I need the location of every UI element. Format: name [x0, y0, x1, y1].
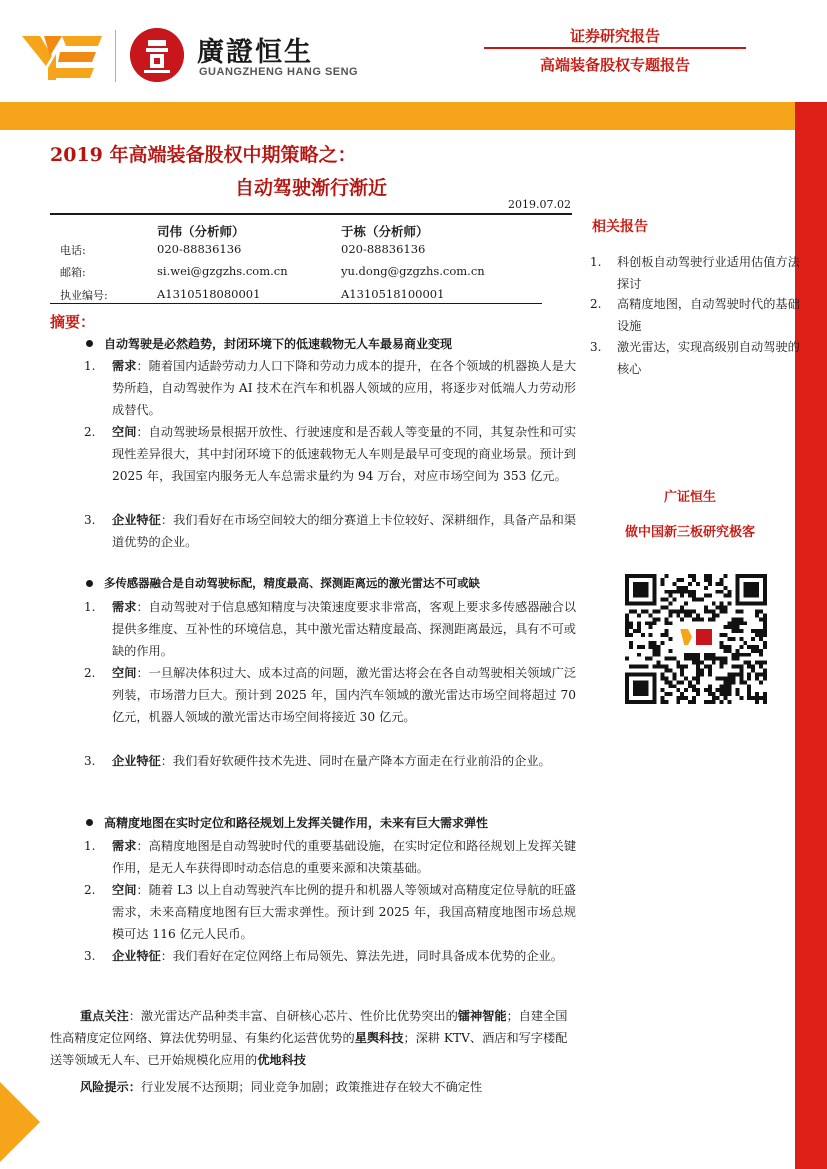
item-number: 1.	[84, 359, 96, 373]
license-label: 执业编号:	[60, 289, 108, 302]
bullet-icon	[86, 340, 93, 347]
analyst-license: A1310518100001	[341, 287, 445, 301]
section-headline: 自动驾驶是必然趋势，封闭环境下的低速载物无人车最易商业变现	[104, 337, 453, 351]
analyst-email[interactable]: yu.dong@gzgzhs.com.cn	[341, 264, 485, 278]
item-number: 3.	[84, 949, 96, 963]
related-report-link[interactable]: 激光雷达，实现高级别自动驾驶的核心	[617, 340, 800, 376]
report-date: 2019.07.02	[508, 198, 571, 211]
key-focus-text: ：激光雷达产品种类丰富、自研核心芯片、性价比优势突出的	[128, 1009, 458, 1023]
analyst-license: A1310518080001	[157, 287, 261, 301]
report-title-line2: 自动驾驶渐行渐近	[234, 177, 387, 199]
key-focus-text: ；深耕 KTV、酒店和写字楼配送等领域无人车、已开始规模化应用的	[50, 1031, 568, 1067]
related-report-number: 3.	[590, 340, 602, 354]
item-text: ：随着 L3 以上自动驾驶汽车比例的提升和机器人等领域对高精度定位导航的旺盛需求，未来高精度地图有巨大需求弹性。预计到 2025 年，我国高精度地图市场总规模可达 116 亿元人民币。	[112, 883, 576, 941]
related-report-number: 1.	[590, 255, 602, 269]
key-focus-label: 重点关注	[80, 1009, 129, 1023]
abstract-item	[112, 421, 576, 487]
company-logo-mark-icon	[22, 34, 102, 80]
related-reports-heading: 相关报告	[592, 219, 648, 235]
company-name: 星舆科技	[354, 1031, 404, 1045]
related-report-number: 2.	[590, 297, 602, 311]
item-text: ：我们看好软硬件技术先进、同时在量产降本方面走在行业前沿的企业。	[160, 754, 551, 768]
abstract-item	[112, 835, 576, 879]
analyst-name: 于栋（分析师）	[341, 224, 429, 239]
risk-text: 行业发展不达预期；同业竞争加剧；政策推进存在较大不确定性	[140, 1080, 483, 1094]
item-label: 空间	[112, 666, 137, 680]
bullet-icon	[86, 819, 93, 826]
item-number: 1.	[84, 839, 96, 853]
item-number: 3.	[84, 513, 96, 527]
item-text: ：自动驾驶场景根据开放性、行驶速度和是否载人等变量的不同，其复杂性和可实现性差异很大，其中封闭环境下的低速载物无人车则是最早可变现的商业场景。预计到 2025 年，我国室内服务无人车总需求量约为 94 万台，对应市场空间为 353 亿元。	[112, 425, 577, 483]
item-label: 需求	[112, 600, 137, 614]
key-focus-text: ；自建全国性高精度定位网络、算法优势明显、有集约化运营优势的	[50, 1009, 568, 1045]
section-headline: 高精度地图在实时定位和路径规划上发挥关键作用，未来有巨大需求弹性	[104, 816, 489, 830]
bullet-icon	[86, 580, 93, 587]
email-label: 邮箱:	[60, 266, 86, 279]
related-report-link[interactable]: 高精度地图，自动驾驶时代的基础设施	[617, 297, 800, 333]
item-label: 空间	[112, 883, 137, 897]
item-label: 空间	[112, 425, 137, 439]
sidebar-slogan: 做中国新三板研究极客	[624, 525, 755, 540]
report-series: 高端装备股权专题报告	[539, 56, 690, 74]
report-type: 证券研究报告	[569, 27, 660, 45]
item-number: 2.	[84, 883, 96, 897]
item-text: ：一旦解决体积过大、成本过高的问题，激光雷达将会在各自动驾驶相关领域广泛列装，市场潜力巨大。预计到 2025 年，国内汽车领域的激光雷达市场空间将超过 70 亿元，机器人领域的激光雷达市场空间将接近 30 亿元。	[112, 666, 577, 724]
phone-label: 电话:	[60, 244, 86, 257]
item-label: 需求	[112, 839, 137, 853]
header-rule	[484, 47, 746, 49]
analyst-phone: 020-88836136	[341, 242, 426, 256]
item-label: 需求	[112, 359, 137, 373]
abstract-item	[112, 596, 576, 662]
risk-warning	[80, 1078, 482, 1095]
abstract-item	[112, 662, 576, 728]
company-name: 镭神智能	[457, 1009, 507, 1023]
item-number: 1.	[84, 600, 96, 614]
analyst-name: 司伟（分析师）	[157, 224, 245, 239]
item-text: ：自动驾驶对于信息感知精度与决策速度要求非常高，客观上要求多传感器融合以提供多维度、互补性的环境信息，其中激光雷达精度最高、探测距离最远，具有不可或缺的作用。	[112, 600, 577, 658]
company-seal-icon	[130, 28, 184, 82]
analyst-phone: 020-88836136	[157, 242, 242, 256]
item-number: 3.	[84, 754, 96, 768]
abstract-heading: 摘要：	[50, 313, 96, 331]
item-label: 企业特征	[112, 513, 161, 527]
abstract-item	[112, 355, 576, 421]
header-band	[0, 102, 795, 130]
brand-name-en: GUANGZHENG HANG SENG	[199, 66, 359, 78]
item-label: 企业特征	[112, 754, 161, 768]
risk-label: 风险提示：	[80, 1080, 141, 1094]
item-label: 企业特征	[112, 949, 161, 963]
corner-decoration	[0, 1082, 40, 1162]
item-text: ：我们看好在定位网络上布局领先、算法先进，同时具备成本优势的企业。	[160, 949, 563, 963]
company-name: 优地科技	[257, 1053, 306, 1067]
section-headline: 多传感器融合是自动驾驶标配，精度最高、探测距离远的激光雷达不可或缺	[104, 576, 480, 590]
qr-code-icon[interactable]	[624, 574, 768, 704]
sidebar-brand: 广证恒生	[663, 490, 716, 505]
item-text: ：我们看好在市场空间较大的细分赛道上卡位较好、深耕细作，具备产品和渠道优势的企业。	[112, 513, 577, 549]
item-number: 2.	[84, 425, 96, 439]
logo-divider	[115, 30, 116, 82]
brand-name-cn: 廣證恒生	[197, 37, 313, 68]
abstract-item	[112, 750, 576, 772]
item-text: ：高精度地图是自动驾驶时代的重要基础设施，在实时定位和路径规划上发挥关键作用，是无人车获得即时动态信息的重要来源和决策基础。	[112, 839, 577, 875]
title-rule	[50, 213, 572, 215]
item-number: 2.	[84, 666, 96, 680]
related-report-link[interactable]: 科创板自动驾驶行业适用估值方法探讨	[617, 255, 800, 291]
report-title-line1: 2019 年高端装备股权中期策略之：	[50, 144, 357, 166]
item-text: ：随着国内适龄劳动力人口下降和劳动力成本的提升，在各个领域的机器换人是大势所趋，自动驾驶作为 AI 技术在汽车和机器人领域的应用，将逐步对低端人力劳动形成替代。	[112, 359, 577, 417]
abstract-item	[112, 945, 576, 967]
key-focus-paragraph	[50, 1005, 577, 1071]
abstract-item	[112, 509, 576, 553]
analyst-info-rule	[50, 303, 542, 304]
abstract-item	[112, 879, 576, 945]
analyst-email[interactable]: si.wei@gzgzhs.com.cn	[157, 264, 288, 278]
